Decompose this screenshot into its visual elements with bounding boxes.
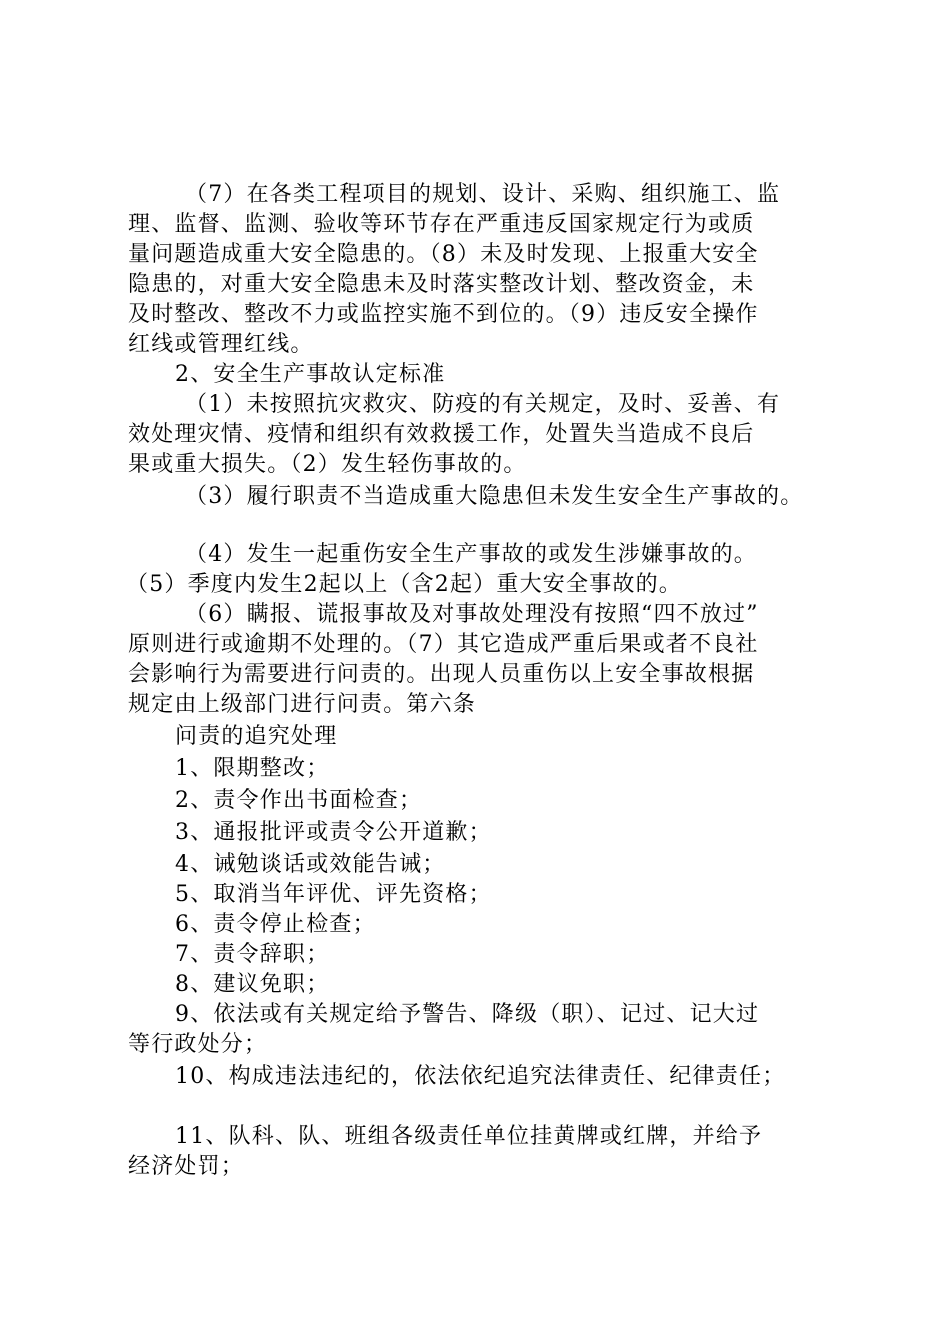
paragraph-line: 及时整改、整改不力或监控实施不到位的。（9）违反安全操作	[128, 302, 759, 327]
paragraph-line: （5）季度内发生2起以上（含2起）重大安全事故的。	[126, 572, 682, 597]
list-item: 8、建议免职；	[175, 972, 330, 997]
paragraph-line: 量问题造成重大安全隐患的。（8）未及时发现、上报重大安全	[128, 242, 759, 267]
section-heading: 问责的追究处理	[175, 724, 338, 749]
list-item-continuation: 经济处罚；	[128, 1154, 245, 1179]
list-item: 1、限期整改；	[175, 756, 330, 781]
paragraph-line: 原则进行或逾期不处理的。（7）其它造成严重后果或者不良社	[128, 632, 759, 657]
paragraph-line: 规定由上级部门进行问责。第六条	[128, 692, 477, 717]
list-item-continuation: 等行政处分；	[128, 1032, 268, 1057]
paragraph-line: 红线或管理红线。	[128, 332, 314, 357]
paragraph-line: 会影响行为需要进行问责的。出现人员重伤以上安全事故根据	[128, 662, 755, 687]
list-item: 11、队科、队、班组各级责任单位挂黄牌或红牌，并给予	[175, 1124, 763, 1149]
paragraph-line: （3）履行职责不当造成重大隐患但未发生安全生产事故的。	[185, 484, 804, 509]
list-item: 10、构成违法违纪的，依法依纪追究法律责任、纪律责任；	[175, 1064, 786, 1089]
paragraph-line: 隐患的，对重大安全隐患未及时落实整改计划、整改资金，未	[128, 272, 755, 297]
list-item: 3、通报批评或责令公开道歉；	[175, 820, 492, 845]
list-item: 7、责令辞职；	[175, 942, 330, 967]
paragraph-line: （6）瞒报、谎报事故及对事故处理没有按照“四不放过”	[185, 602, 759, 627]
list-item: 6、责令停止检查；	[175, 912, 376, 937]
paragraph-line: 效处理灾情、疫情和组织有效救援工作，处置失当造成不良后	[128, 422, 755, 447]
paragraph-line: （7）在各类工程项目的规划、设计、采购、组织施工、监	[185, 182, 781, 207]
list-item: 9、依法或有关规定给予警告、降级（职）、记过、记大过	[175, 1002, 760, 1027]
paragraph-line: 理、监督、监测、验收等环节存在严重违反国家规定行为或质	[128, 212, 755, 237]
list-item: 5、取消当年评优、评先资格；	[175, 882, 492, 907]
list-item: 4、诫勉谈话或效能告诫；	[175, 852, 446, 877]
list-item: 2、责令作出书面检查；	[175, 788, 423, 813]
section-heading: 2、安全生产事故认定标准	[175, 362, 446, 387]
paragraph-line: （1）未按照抗灾救灾、防疫的有关规定，及时、妥善、有	[185, 392, 781, 417]
paragraph-line: 果或重大损失。（2）发生轻伤事故的。	[128, 452, 527, 477]
paragraph-line: （4）发生一起重伤安全生产事故的或发生涉嫌事故的。	[185, 542, 757, 567]
